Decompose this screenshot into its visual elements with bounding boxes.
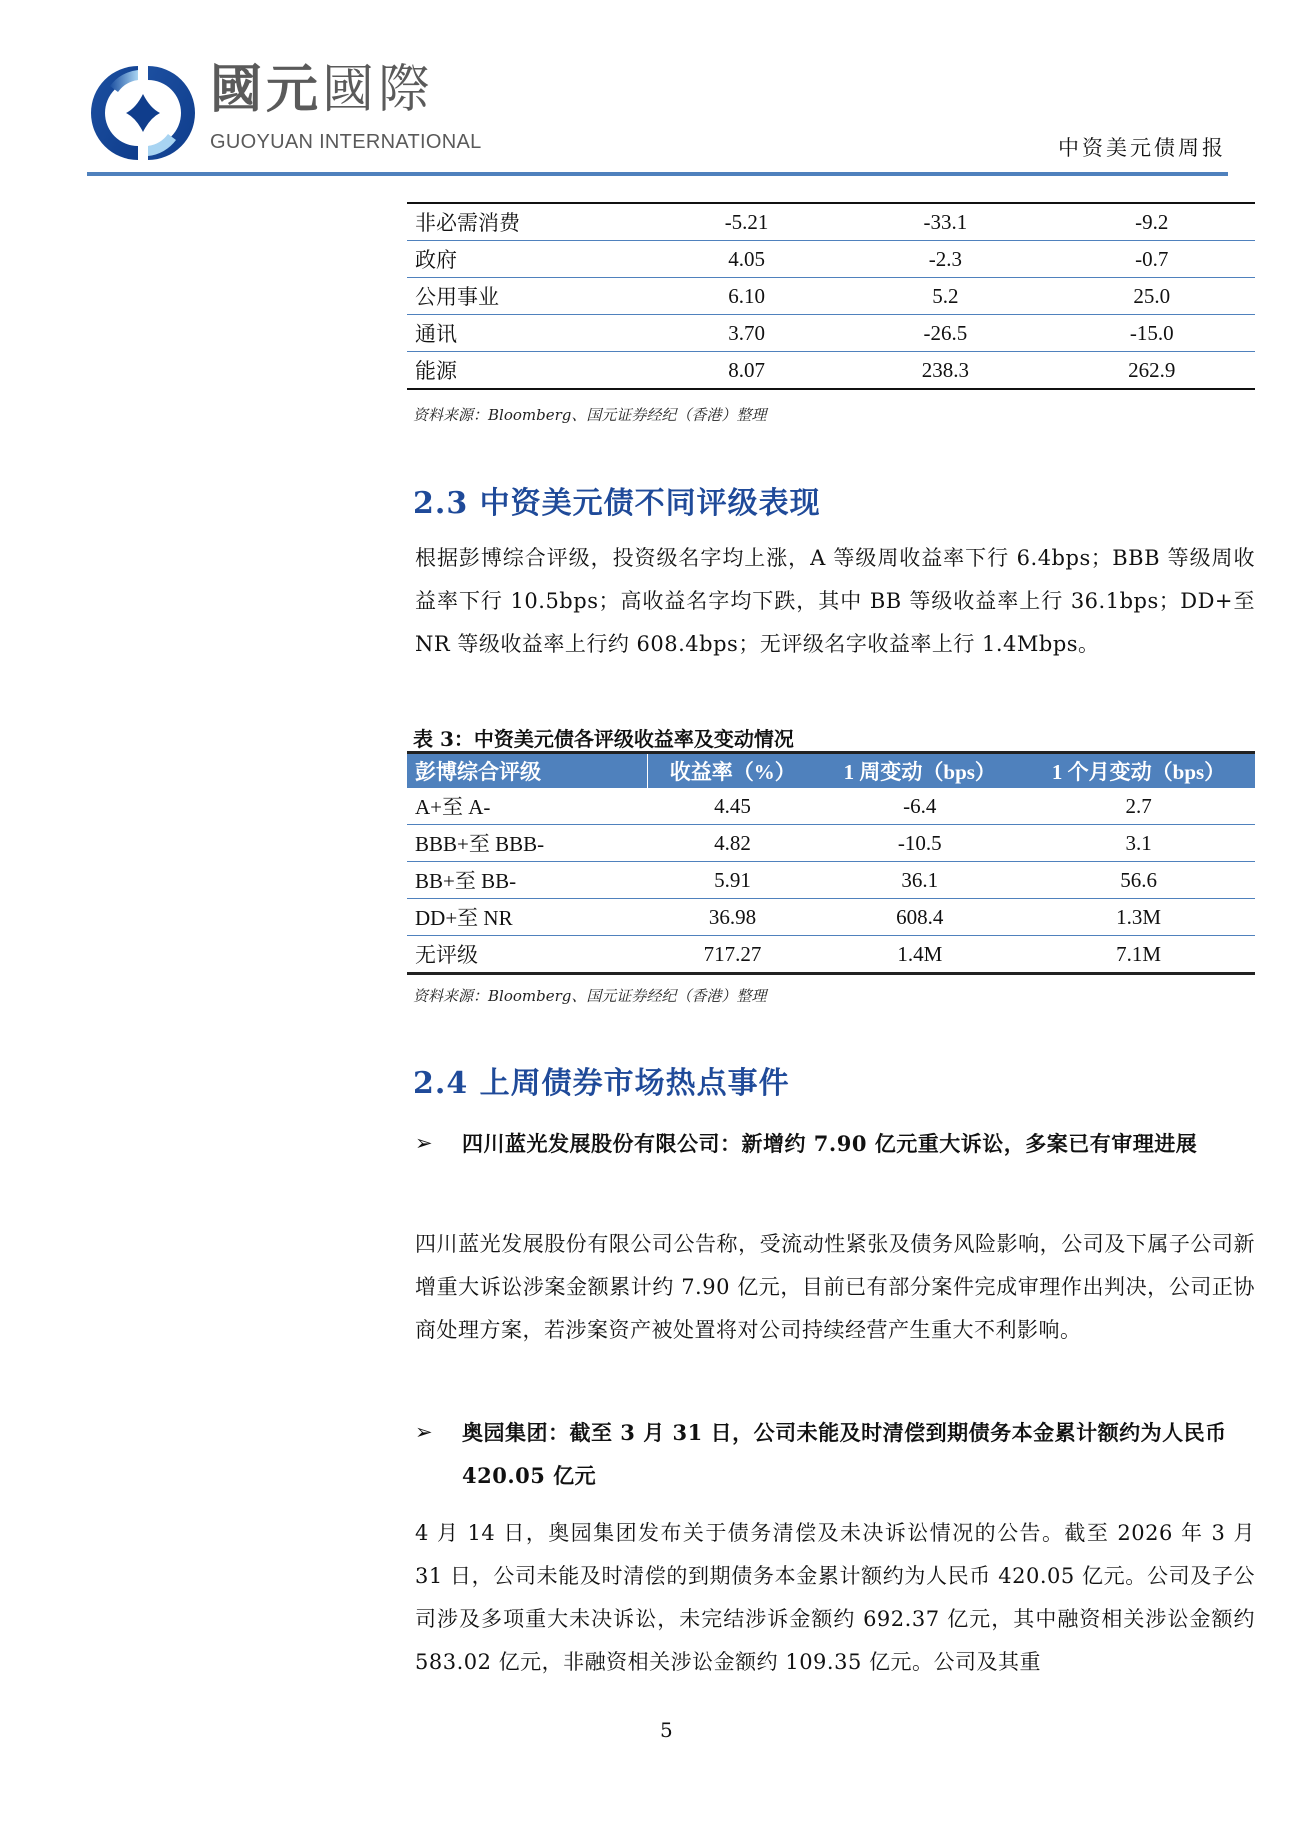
cell-1m-change: 2.7	[1022, 788, 1255, 825]
cell-yield: -5.21	[651, 203, 842, 241]
logo-cn-bold: 國元	[210, 60, 323, 120]
cell-1w-change: 238.3	[921, 357, 969, 382]
logo-english-name: GUOYUAN INTERNATIONAL	[210, 131, 482, 153]
news-item-title	[415, 1411, 1255, 1497]
cell-yield: 4.05	[651, 241, 842, 278]
table-row	[407, 862, 1255, 899]
news-headline: 四川蓝光发展股份有限公司：新增约 7.90 亿元重大诉讼，多案已有审理进展	[462, 1131, 1198, 1156]
table-caption: 表 3：中资美元债各评级收益率及变动情况	[413, 727, 794, 751]
row-label: BBB+至 BBB-	[407, 825, 648, 862]
cell-yield: 4.45	[648, 788, 818, 825]
cell-1w-change: -2.3	[842, 241, 1048, 278]
row-label: 公用事业	[407, 278, 651, 315]
row-label: 政府	[407, 241, 651, 278]
table-row	[407, 825, 1255, 862]
cell-1w-change: -26.5	[842, 315, 1048, 352]
cell-1m-change: 1.3M	[1022, 899, 1255, 936]
row-label: 非必需消费	[407, 203, 651, 241]
cell-yield: 4.82	[648, 825, 818, 862]
report-title: 中资美元债周报	[1058, 136, 1226, 160]
cell-1w-change: 5.2	[842, 278, 1048, 315]
cell-1w-change: -6.4	[817, 788, 1022, 825]
table-source-note: 资料来源：Bloomberg、国元证券经纪（香港）整理	[413, 987, 767, 1005]
page-number: 5	[660, 1718, 673, 1742]
cell-1w-change: -33.1	[842, 203, 1048, 241]
cell-yield: 8.07	[728, 357, 765, 382]
table-header-row	[407, 753, 1255, 789]
cell-1m-change: -0.7	[1049, 241, 1255, 278]
header-divider	[87, 172, 1228, 176]
cell-yield: 6.10	[651, 278, 842, 315]
news-item-body: 四川蓝光发展股份有限公司公告称，受流动性紧张及债务风险影响，公司及下属子公司新增重大诉讼涉案金额累计约 7.90 亿元，目前已有部分案件完成审理作出判决，公司正协商处理方案，若涉案资产被处置将对公司持续经营产生重大不利影响。	[415, 1232, 1255, 1342]
table-row	[407, 315, 1255, 352]
table-row	[407, 241, 1255, 278]
row-label: BB+至 BB-	[407, 862, 648, 899]
cell-yield: 5.91	[648, 862, 818, 899]
table-row	[407, 936, 1255, 974]
column-header: 收益率（%）	[648, 753, 818, 789]
cell-1m-change: 262.9	[1128, 357, 1176, 382]
logo-chinese-name	[210, 60, 434, 120]
sector-yield-table	[407, 202, 1255, 390]
cell-1m-change: -9.2	[1049, 203, 1255, 241]
table-row	[407, 899, 1255, 936]
cell-1w-change: -10.5	[817, 825, 1022, 862]
logo-cn-thin: 國際	[322, 60, 435, 120]
cell-yield: 36.98	[648, 899, 818, 936]
row-label: A+至 A-	[407, 788, 648, 825]
row-label: 能源	[415, 359, 457, 383]
cell-yield: 3.70	[651, 315, 842, 352]
table-source-note: 资料来源：Bloomberg、国元证券经纪（香港）整理	[413, 406, 767, 424]
news-item-body: 4 月 14 日，奥园集团发布关于债务清偿及未决诉讼情况的公告。截至 2026 年 3 月 31 日，公司未能及时清偿的到期债务本金累计额约为人民币 420.05 亿元。公司及子公司涉及多项重大未决诉讼，未完结涉诉金额约 692.37 亿元，其中融资相关涉讼金额约 583.02 亿元，非融资相关涉讼金额约 109.35 亿元。公司及其重	[415, 1521, 1255, 1674]
section-heading-2-4: 2.4 上周债券市场热点事件	[413, 1066, 790, 1101]
rating-yield-table	[407, 751, 1255, 975]
section-2-3-paragraph: 根据彭博综合评级，投资级名字均上涨，A 等级周收益率下行 6.4bps；BBB 等级周收益率下行 10.5bps；高收益名字均下跌，其中 BB 等级收益率上行 36.1bps；DD+至 NR 等级收益率上行约 608.4bps；无评级名字收益率上行 1.4Mbps。	[415, 546, 1255, 656]
cell-1m-change: 7.1M	[1116, 941, 1162, 966]
table-row	[407, 352, 1255, 390]
cell-1m-change: 3.1	[1022, 825, 1255, 862]
news-item-title	[415, 1122, 1255, 1165]
cell-yield: 717.27	[703, 941, 762, 966]
cell-1w-change: 36.1	[817, 862, 1022, 899]
column-header: 1 周变动（bps）	[817, 753, 1022, 789]
arrow-bullet-icon: ➢	[415, 1131, 433, 1155]
table-row	[407, 788, 1255, 825]
row-label: DD+至 NR	[407, 899, 648, 936]
row-label: 通讯	[407, 315, 651, 352]
guoyuan-logo-icon	[88, 58, 198, 168]
table-row	[407, 203, 1255, 241]
cell-1m-change: -15.0	[1049, 315, 1255, 352]
cell-1m-change: 56.6	[1022, 862, 1255, 899]
row-label: 无评级	[415, 943, 478, 967]
section-heading-2-3: 2.3 中资美元债不同评级表现	[413, 486, 821, 521]
cell-1w-change: 1.4M	[897, 941, 943, 966]
cell-1w-change: 608.4	[817, 899, 1022, 936]
arrow-bullet-icon: ➢	[415, 1420, 433, 1444]
column-header: 1 个月变动（bps）	[1022, 753, 1255, 789]
cell-1m-change: 25.0	[1049, 278, 1255, 315]
table-row	[407, 278, 1255, 315]
news-headline: 奥园集团：截至 3 月 31 日，公司未能及时清偿到期债务本金累计额约为人民币 420.05 亿元	[462, 1420, 1227, 1488]
column-header: 彭博综合评级	[407, 753, 648, 789]
